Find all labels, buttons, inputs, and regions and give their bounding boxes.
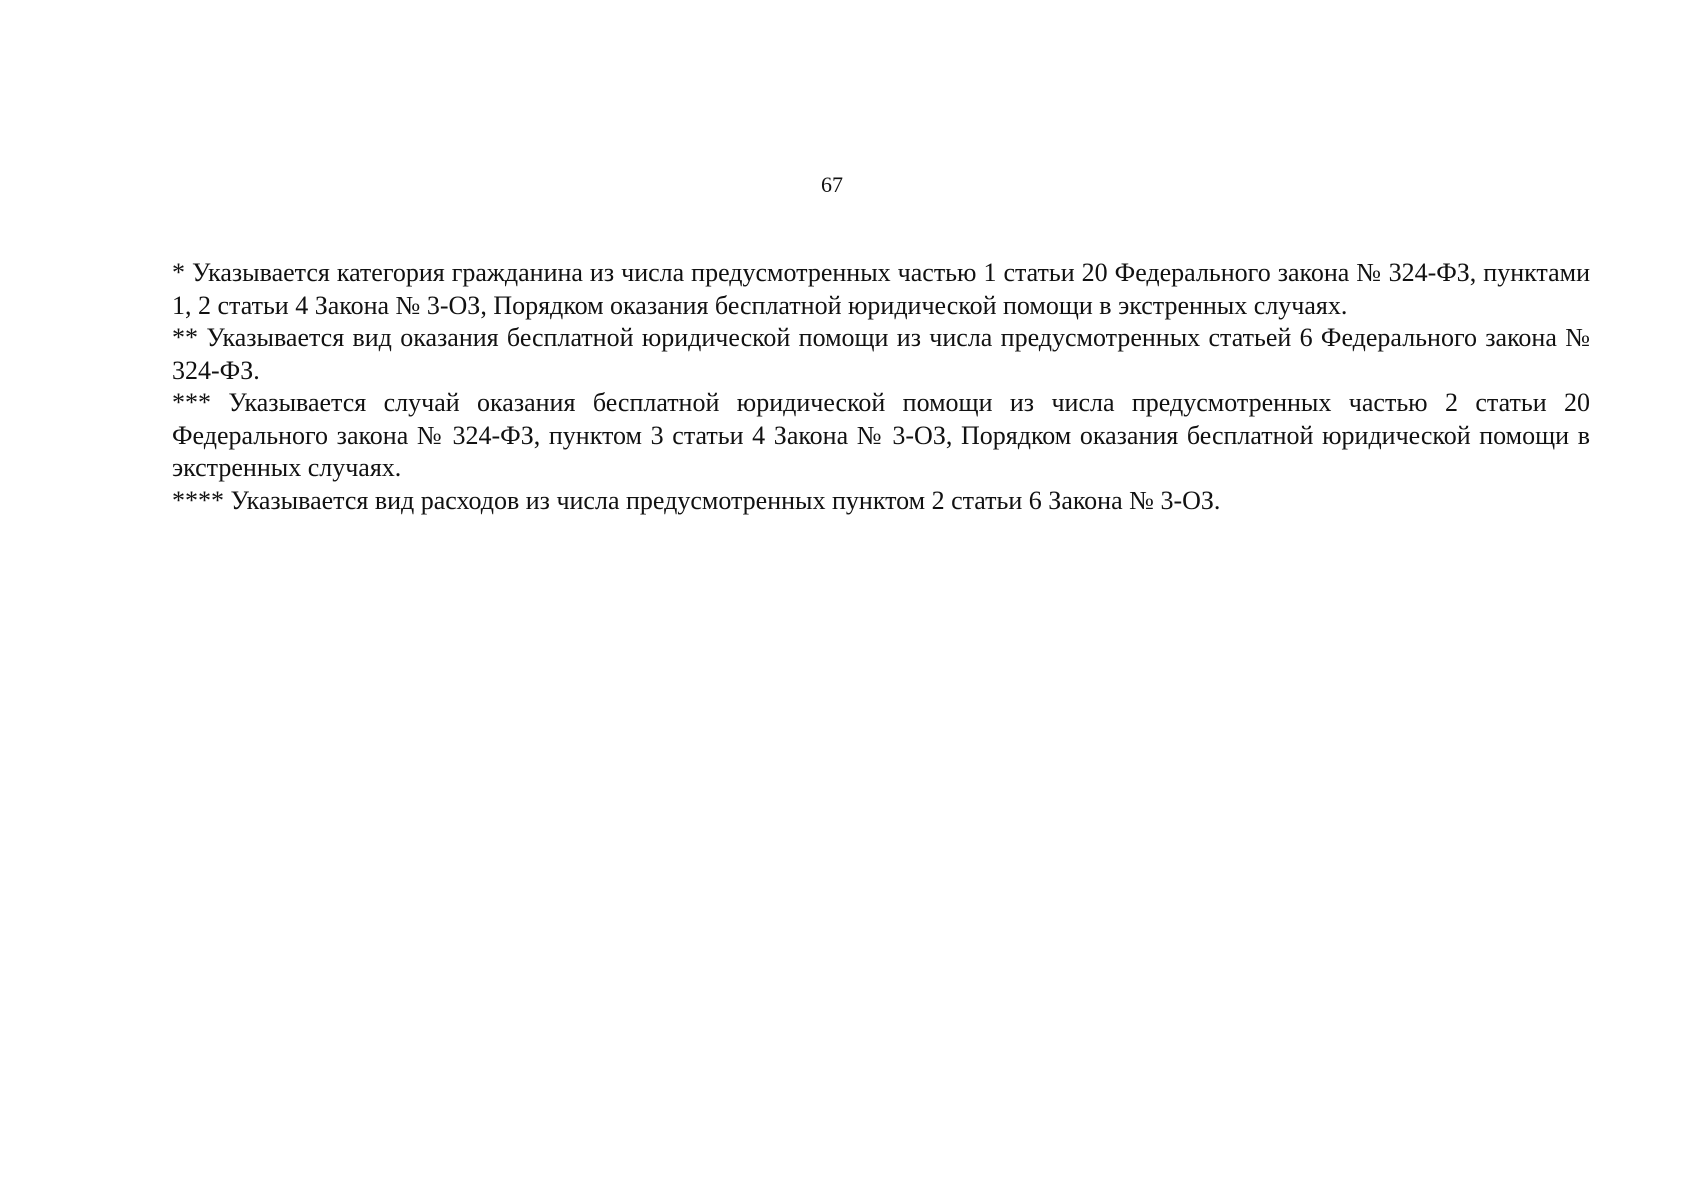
footnote-1: * Указывается категория гражданина из числа предусмотренных частью 1 статьи 20 Федерального закона № 324-ФЗ, пунктами 1, 2 статьи 4 Закона № 3-ОЗ, Порядком оказания бесплатной юридической помощи в экстренных случаях. <box>172 258 1590 320</box>
footnote-3: *** Указывается случай оказания бесплатной юридической помощи из числа предусмотренных частью 2 статьи 20 Федерального закона № 324-ФЗ, пунктом 3 статьи 4 Закона № 3-ОЗ, Порядком оказания бесплатной юридической помощи в экстренных случаях. <box>172 388 1590 482</box>
footnote-4: **** Указывается вид расходов из числа предусмотренных пунктом 2 статьи 6 Закона № 3-ОЗ. <box>172 485 1221 515</box>
footnote-2: ** Указывается вид оказания бесплатной юридической помощи из числа предусмотренных статьей 6 Федерального закона № 324-ФЗ. <box>172 323 1590 385</box>
footnotes-section <box>172 257 1590 517</box>
page-number: 67 <box>821 172 843 197</box>
